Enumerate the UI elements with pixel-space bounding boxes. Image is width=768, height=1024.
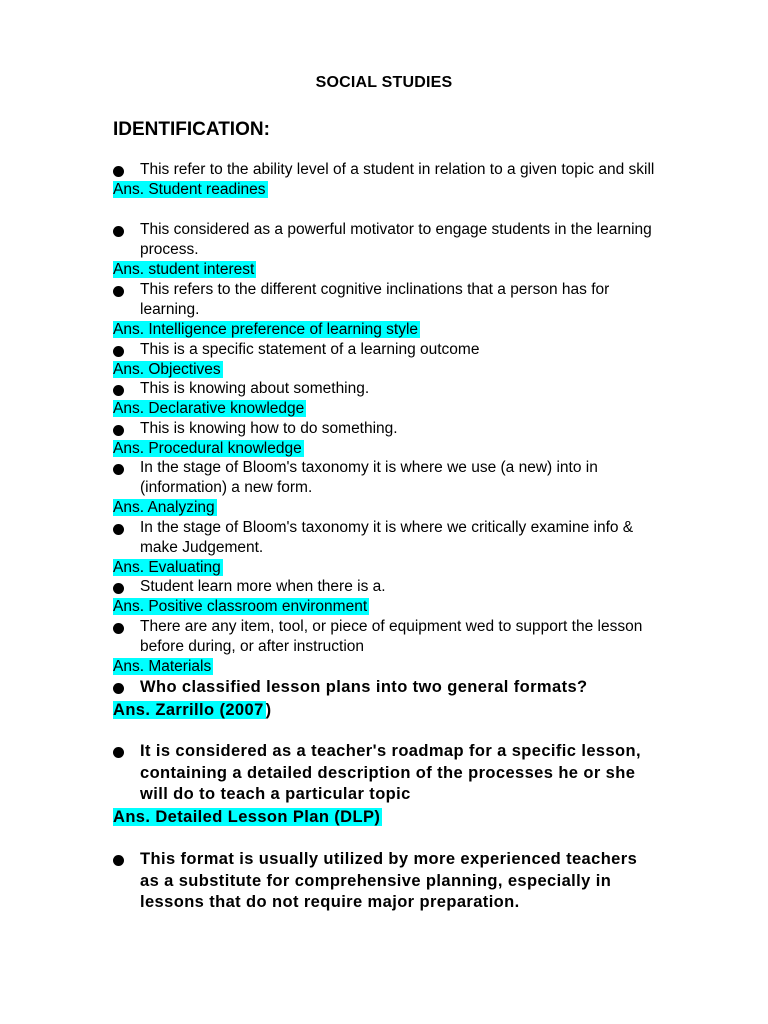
answer-highlight: Ans. Objectives (113, 361, 221, 378)
bullet-icon (113, 855, 124, 866)
question (113, 518, 658, 558)
section-heading: IDENTIFICATION: (113, 119, 270, 140)
question (113, 849, 658, 914)
answer-highlight: Ans. Evaluating (113, 559, 221, 576)
bullet-icon (113, 226, 124, 237)
answer-highlight: Ans. Analyzing (113, 499, 215, 516)
bullet-icon (113, 286, 124, 297)
answer (113, 806, 658, 828)
bullet-icon (113, 425, 124, 436)
question-text: In the stage of Bloom's taxonomy it is where we use (a new) into in (information) a new form. (140, 459, 598, 496)
question-text: This refer to the ability level of a student in relation to a given topic and skill (140, 161, 655, 178)
question-text: This is a specific statement of a learning outcome (140, 341, 480, 358)
answer (113, 180, 658, 200)
answer (113, 699, 658, 721)
bullet-icon (113, 623, 124, 634)
qa-item-11 (113, 677, 658, 721)
qa-item-5 (113, 379, 658, 419)
question (113, 220, 658, 260)
question-text: This is knowing how to do something. (140, 420, 398, 437)
qa-item-2 (113, 220, 658, 280)
qa-item-3 (113, 280, 658, 340)
answer-highlight: Ans. Intelligence preference of learning style (113, 321, 419, 338)
answer-highlight: Ans. Student readines (113, 181, 266, 198)
question (113, 280, 658, 320)
answer (113, 260, 658, 280)
qa-item-4 (113, 340, 658, 380)
question-text: There are any item, tool, or piece of equipment wed to support the lesson before during, or after instruction (140, 618, 643, 655)
answer-highlight: Ans. Procedural knowledge (113, 440, 302, 457)
question (113, 677, 658, 699)
question (113, 741, 658, 806)
bullet-icon (113, 524, 124, 535)
answer (113, 558, 658, 578)
bullet-icon (113, 464, 124, 475)
question-text: This refers to the different cognitive inclinations that a person has for learning. (140, 281, 610, 318)
question (113, 379, 658, 399)
qa-item-1 (113, 160, 658, 200)
answer (113, 360, 658, 380)
answer (113, 657, 658, 677)
bullet-icon (113, 747, 124, 758)
qa-item-6 (113, 419, 658, 459)
answer-tail: ) (265, 700, 272, 719)
answer (113, 498, 658, 518)
qa-item-9 (113, 577, 658, 617)
question-text: Student learn more when there is a. (140, 578, 386, 595)
question (113, 160, 658, 180)
answer (113, 320, 658, 340)
question-text: Who classified lesson plans into two general formats? (140, 678, 588, 696)
bullet-icon (113, 166, 124, 177)
question-text: This considered as a powerful motivator to engage students in the learning process. (140, 221, 652, 258)
question (113, 577, 658, 597)
question (113, 617, 658, 657)
question-text: This format is usually utilized by more experienced teachers as a substitute for comprehensive planning, especially in lessons that do not require major preparation. (140, 850, 638, 911)
answer-highlight: Ans. Declarative knowledge (113, 400, 305, 417)
question (113, 419, 658, 439)
answer (113, 399, 658, 419)
question-text: In the stage of Bloom's taxonomy it is where we critically examine info & make Judgement. (140, 519, 634, 556)
bullet-icon (113, 583, 124, 594)
qa-item-13 (113, 849, 658, 914)
qa-item-8 (113, 518, 658, 578)
page-title: SOCIAL STUDIES (315, 74, 453, 91)
qa-item-12 (113, 741, 658, 828)
answer-highlight: Ans. Detailed Lesson Plan (DLP) (113, 807, 381, 826)
question (113, 340, 658, 360)
answer-highlight: Ans. student interest (113, 261, 255, 278)
question-text: This is knowing about something. (140, 380, 370, 397)
question (113, 458, 658, 498)
answer (113, 439, 658, 459)
bullet-icon (113, 346, 124, 357)
bullet-icon (113, 683, 124, 694)
question-text: It is considered as a teacher's roadmap for a specific lesson, containing a detailed description of the processes he or she will do to teach a particular topic (140, 742, 641, 803)
answer-highlight: Ans. Positive classroom environment (113, 598, 368, 615)
qa-item-10 (113, 617, 658, 677)
answer-highlight: Ans. Materials (113, 658, 212, 675)
qa-item-7 (113, 458, 658, 518)
answer (113, 597, 658, 617)
bullet-icon (113, 385, 124, 396)
answer-highlight: Ans. Zarrillo (2007 (113, 700, 264, 719)
